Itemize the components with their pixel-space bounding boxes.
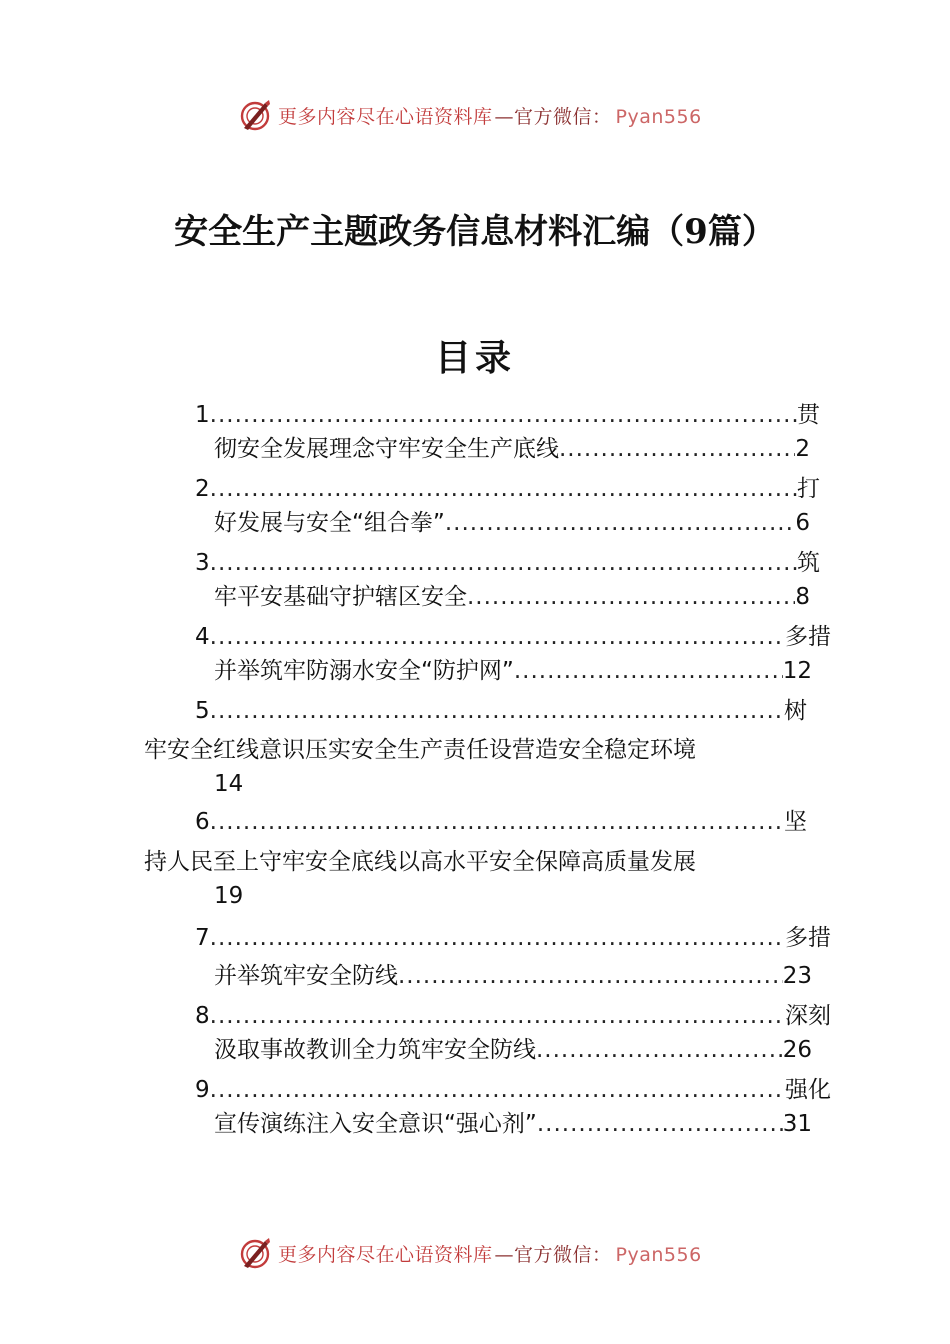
toc-page-number: 31 — [782, 1111, 812, 1137]
toc-number: 5 — [195, 698, 210, 724]
toc-number: 1 — [195, 402, 210, 428]
toc-number: 2 — [195, 476, 210, 502]
pen-circle-icon — [238, 98, 272, 132]
toc-number: 3 — [195, 550, 210, 576]
leader-dots — [210, 805, 784, 839]
toc-title-rest: 好发展与安全“组合拳” — [214, 510, 445, 536]
toc-entry-6-page: 19 — [214, 883, 244, 909]
toc-entry-5-page: 14 — [214, 771, 244, 797]
toc-title-rest: 汲取事故教训全力筑牢安全防线 — [214, 1037, 536, 1063]
toc-title-rest: 牢平安基础守护辖区安全 — [214, 584, 467, 610]
leader-dots — [467, 580, 795, 614]
toc-title-start: 多措 — [785, 624, 831, 650]
document-title: 安全生产主题政务信息材料汇编（9篇） — [174, 212, 776, 252]
toc-entry-7-line1[interactable] — [195, 921, 831, 955]
toc-page-number: 12 — [782, 658, 812, 684]
toc-title-start: 坚 — [784, 809, 807, 835]
toc-entry-2-line2[interactable] — [214, 506, 810, 540]
toc-title-rest: 并举筑牢安全防线 — [214, 963, 398, 989]
toc-title-start: 深刻 — [785, 1003, 831, 1029]
toc-title-start: 贯 — [797, 402, 820, 428]
leader-dots — [398, 959, 783, 993]
leader-dots — [210, 398, 797, 432]
footer-watermark-banner — [0, 1233, 950, 1273]
toc-entry-4-line1[interactable] — [195, 620, 831, 654]
toc-entry-9-line2[interactable] — [214, 1107, 812, 1141]
watermark-text: 更多内容尽在心语资料库 —官方微信： Pyan556 — [278, 1243, 702, 1266]
toc-entry-5-line1[interactable] — [195, 694, 807, 728]
toc-entry-8-line1[interactable] — [195, 999, 831, 1033]
toc-title-start: 筑 — [797, 550, 820, 576]
toc-entry-1-line1[interactable] — [195, 398, 820, 432]
toc-title-start: 多措 — [785, 925, 831, 951]
toc-number: 8 — [195, 1003, 210, 1029]
toc-entry-6-line1[interactable] — [195, 805, 807, 839]
toc-entry-6-line2[interactable]: 持人民至上守牢安全底线以高水平安全保障高质量发展 — [144, 849, 696, 875]
toc-entry-3-line1[interactable] — [195, 546, 820, 580]
leader-dots — [210, 1073, 785, 1107]
toc-number: 7 — [195, 925, 210, 951]
leader-dots — [514, 654, 783, 688]
leader-dots — [445, 506, 796, 540]
leader-dots — [537, 1107, 783, 1141]
leader-dots — [559, 432, 795, 466]
toc-number: 4 — [195, 624, 210, 650]
toc-title-start: 打 — [797, 476, 820, 502]
toc-entry-7-line2[interactable] — [214, 959, 812, 993]
toc-entry-4-line2[interactable] — [214, 654, 812, 688]
leader-dots — [210, 999, 785, 1033]
toc-page-number: 23 — [782, 963, 812, 989]
toc-page-number: 26 — [782, 1037, 812, 1063]
toc-number: 9 — [195, 1077, 210, 1103]
toc-title-start: 树 — [784, 698, 807, 724]
toc-entry-3-line2[interactable] — [214, 580, 810, 614]
toc-number: 6 — [195, 809, 210, 835]
toc-page-number: 6 — [795, 510, 810, 536]
toc-title-rest: 并举筑牢防溺水安全“防护网” — [214, 658, 514, 684]
toc-page-number: 8 — [795, 584, 810, 610]
toc-entry-5-line2[interactable]: 牢安全红线意识压实安全生产责任设营造安全稳定环境 — [144, 737, 696, 763]
leader-dots — [210, 694, 784, 728]
pen-circle-icon — [238, 1236, 272, 1270]
toc-entry-8-line2[interactable] — [214, 1033, 812, 1067]
toc-heading: 目录 — [434, 337, 515, 379]
toc-title-start: 强化 — [785, 1077, 831, 1103]
toc-page-number: 2 — [795, 436, 810, 462]
toc-entry-9-line1[interactable] — [195, 1073, 831, 1107]
header-watermark-banner — [0, 95, 950, 135]
toc-title-rest: 彻安全发展理念守牢安全生产底线 — [214, 436, 559, 462]
toc-entry-1-line2[interactable] — [214, 432, 810, 466]
leader-dots — [210, 472, 797, 506]
leader-dots — [210, 921, 785, 955]
leader-dots — [536, 1033, 783, 1067]
toc-entry-2-line1[interactable] — [195, 472, 820, 506]
toc-title-rest: 宣传演练注入安全意识“强心剂” — [214, 1111, 537, 1137]
leader-dots — [210, 546, 797, 580]
watermark-text: 更多内容尽在心语资料库 —官方微信： Pyan556 — [278, 105, 702, 128]
leader-dots — [210, 620, 785, 654]
